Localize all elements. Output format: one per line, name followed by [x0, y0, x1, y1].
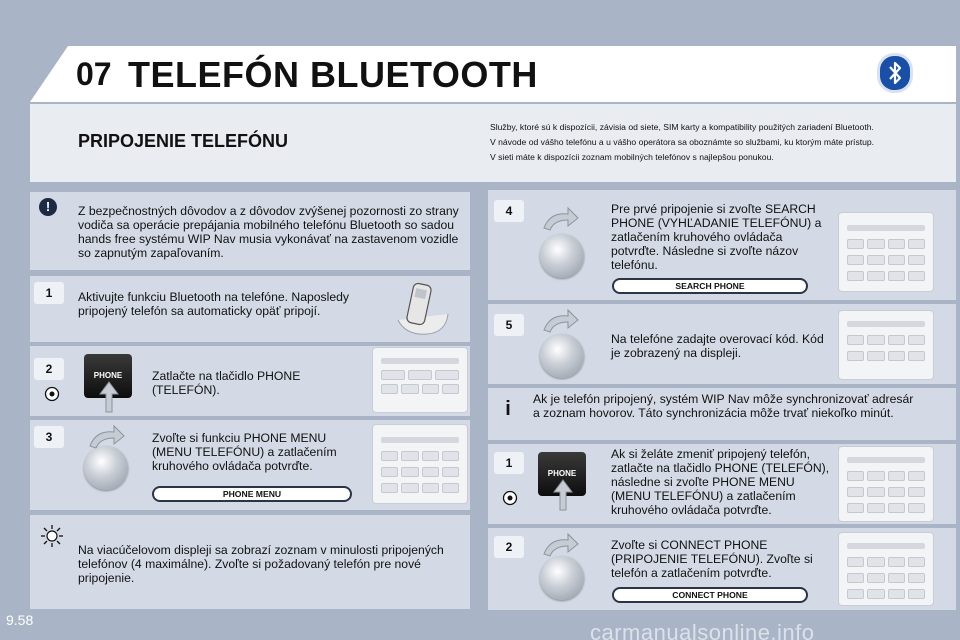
- hand-phone-icon: [388, 280, 454, 340]
- step-1-number: 1: [34, 282, 64, 304]
- note-line: V sieti máte k dispozícii zoznam mobilných telefónov s najlepšou ponukou.: [490, 152, 774, 162]
- warning-icon: !: [39, 198, 57, 216]
- tip-sun-icon: [40, 524, 64, 548]
- knob-symbol-icon: [44, 386, 60, 402]
- step-4-text: Pre prvé pripojenie si zvoľte SEARCH PHONE (VYHĽADANIE TELEFÓNU) a zatlačením kruhového ovládača potvrďte. Následne si zvoľte názov telefónu.: [611, 202, 822, 272]
- info-icon: i: [505, 398, 511, 420]
- press-arrow-icon: [98, 380, 120, 414]
- tip-text: Na viacúčelovom displeji sa zobrazí zoznam v minulosti pripojených telefónov (4 maximálne). Zvoľte si požadovaný telefón pre nové pripojenie.: [78, 543, 444, 585]
- page-number: 9.58: [6, 612, 34, 628]
- radio-unit-image: [838, 532, 934, 606]
- step-4-number: 4: [494, 200, 524, 222]
- press-arrow-icon: [552, 478, 574, 512]
- step-5-number: 5: [494, 314, 524, 336]
- step-2-number: 2: [34, 358, 64, 380]
- step-1-text: Aktivujte funkciu Bluetooth na telefóne. Naposledy pripojený telefón sa automaticky opäť pripojí.: [78, 290, 350, 318]
- phone-key: PHONE: [84, 354, 132, 398]
- knob-symbol-icon: [502, 490, 518, 506]
- page-title: TELEFÓN BLUETOOTH: [128, 54, 538, 95]
- rotate-arrow-icon: [540, 308, 580, 334]
- search-phone-pill: SEARCH PHONE: [612, 278, 808, 294]
- rotary-knob: [540, 234, 584, 278]
- chapter-number: 07: [76, 56, 112, 92]
- radio-unit-image: [838, 212, 934, 292]
- rotary-knob: [540, 556, 584, 600]
- section-title: PRIPOJENIE TELEFÓNU: [78, 131, 289, 151]
- alt-step-2-text: Zvoľte si CONNECT PHONE (PRIPOJENIE TELEFÓNU). Zvoľte si telefón a zatlačením potvrďte.: [611, 538, 813, 580]
- radio-unit-image: [838, 310, 934, 380]
- phone-menu-pill: PHONE MENU: [152, 486, 352, 502]
- note-line: Služby, ktoré sú k dispozícii, závisia od siete, SIM karty a kompatibility použitých zariadení Bluetooth.: [490, 122, 874, 132]
- step-5-text: Na telefóne zadajte overovací kód. Kód je zobrazený na displeji.: [611, 332, 824, 360]
- connect-phone-pill: CONNECT PHONE: [612, 587, 808, 603]
- radio-unit-image: [838, 446, 934, 522]
- rotary-knob: [540, 334, 584, 378]
- note-line: V návode od vášho telefónu a u vášho operátora sa oboznámte so službami, ku ktorým máte prístup.: [490, 137, 875, 147]
- watermark: carmanualsonline.info: [590, 620, 815, 640]
- rotate-arrow-icon: [540, 532, 580, 558]
- rotary-knob: [84, 446, 128, 490]
- step-2-text: Zatlačte na tlačidlo PHONE (TELEFÓN).: [152, 369, 301, 397]
- radio-unit-image: [372, 424, 468, 504]
- rotate-arrow-icon: [540, 206, 580, 232]
- alt-step-1-number: 1: [494, 452, 524, 474]
- service-notes: [490, 120, 950, 165]
- alt-step-2-number: 2: [494, 536, 524, 558]
- radio-unit-image: [372, 347, 468, 413]
- info-text: Ak je telefón pripojený, systém WIP Nav môže synchronizovať adresár a zoznam hovorov. Táto synchronizácia môže trvať niekoľko minút.: [533, 392, 914, 420]
- step-3-text: Zvoľte si funkciu PHONE MENU (MENU TELEFÓNU) a zatlačením kruhového ovládača potvrďte.: [152, 431, 337, 473]
- phone-key: PHONE: [538, 452, 586, 496]
- step-3-number: 3: [34, 426, 64, 448]
- alt-step-1-text: Ak si želáte zmeniť pripojený telefón, zatlačte na tlačidlo PHONE (TELEFÓN), následne si zvoľte PHONE MENU (MENU TELEFÓNU) a zatlačením kruhového ovládača potvrďte.: [611, 447, 830, 517]
- bluetooth-icon: [880, 56, 910, 90]
- warning-text: Z bezpečnostných dôvodov a z dôvodov zvýšenej pozornosti zo strany vodiča sa operácie prepájania mobilného telefónu Bluetooth so sadou hands free systému WIP Nav musia vykonávať na zastavenom vozidle so zapnutým zapaľovaním.: [78, 204, 459, 260]
